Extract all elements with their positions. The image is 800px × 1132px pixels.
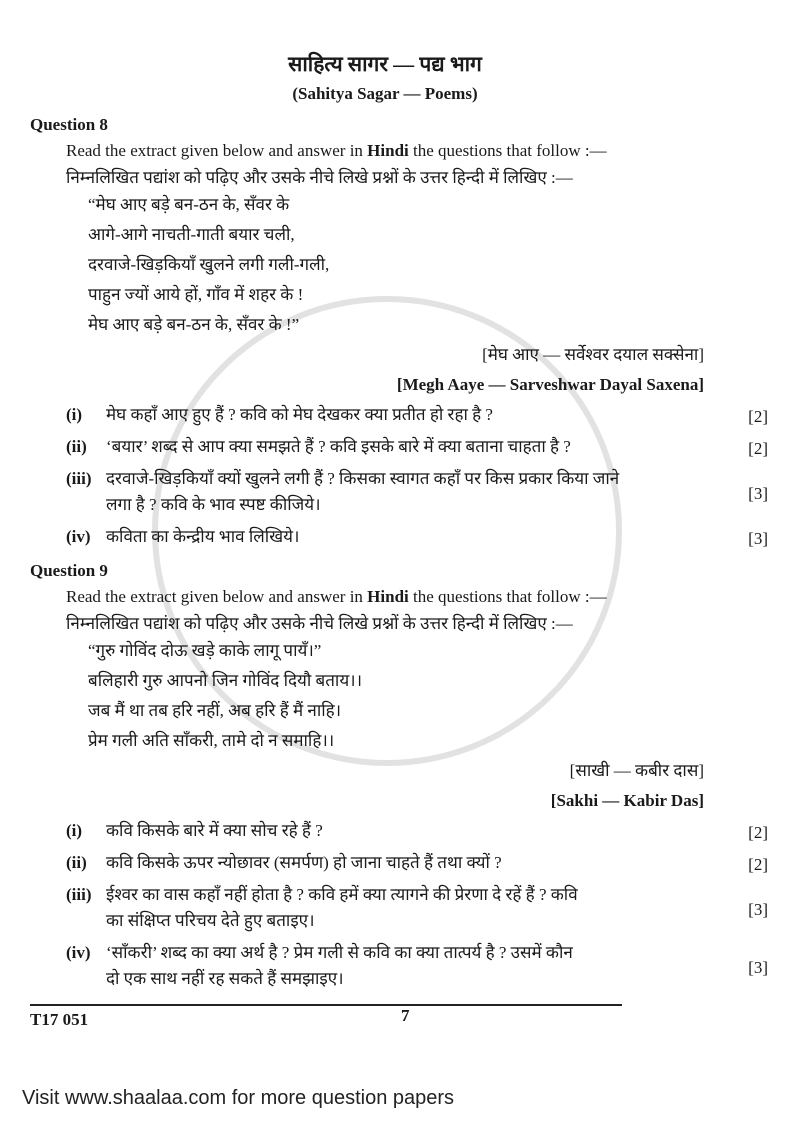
subquestion-text: ईश्वर का वास कहाँ नहीं होता है ? कवि हमें क्या त्यागने की प्रेरणा दे रहें हैं ? कवि: [106, 885, 578, 904]
marks-label: [2]: [748, 823, 768, 842]
marks-label: [3]: [748, 529, 768, 548]
question-heading: Question 9: [30, 561, 108, 580]
poem-line: मेघ आए बड़े बन-ठन के, सँवर के !”: [88, 315, 300, 334]
subquestion-number: (i): [66, 821, 83, 840]
marks-label: [3]: [748, 958, 768, 977]
subquestion-text: ‘साँकरी’ शब्द का क्या अर्थ है ? प्रेम गली से कवि का क्या तात्पर्य है ? उसमें कौन: [106, 943, 573, 962]
poem-line: आगे-आगे नाचती-गाती बयार चली,: [88, 225, 295, 244]
poem-line: पाहुन ज्यों आये हों, गाँव में शहर के !: [88, 285, 304, 304]
subquestion-text-block: [106, 526, 716, 552]
attribution-english: [Megh Aaye — Sarveshwar Dayal Saxena]: [396, 375, 704, 394]
poem-line: प्रेम गली अति साँकरी, तामे दो न समाहि।।: [88, 731, 335, 750]
page-title-english: (Sahitya Sagar — Poems): [292, 84, 478, 103]
attribution-hindi: [साखी — कबीर दास]: [569, 761, 704, 780]
subquestion: [30, 820, 770, 846]
marks-label: [2]: [748, 439, 768, 458]
poem-line: बलिहारी गुरु आपनो जिन गोविंद दियौ बताय।।: [88, 671, 363, 690]
subquestion-number: (ii): [66, 437, 87, 456]
poem-line: जब मैं था तब हरि नहीं, अब हरि हैं मैं नाहि।: [88, 701, 342, 720]
subquestion: [30, 884, 770, 936]
marks-label: [3]: [748, 900, 768, 919]
subquestion-text: कवि किसके ऊपर न्योछावर (समर्पण) हो जाना चाहते हैं तथा क्यों ?: [106, 853, 502, 872]
instruction-bold: Hindi: [367, 587, 409, 606]
subquestion-text: कविता का केन्द्रीय भाव लिखिये।: [106, 527, 300, 546]
subquestion-number: (iv): [66, 527, 91, 546]
questions-container: [30, 114, 770, 994]
subquestion-text-block: [106, 884, 716, 936]
instruction-english: [30, 140, 770, 167]
attribution-english: [Sakhi — Kabir Das]: [550, 791, 704, 810]
subquestion-text: कवि किसके बारे में क्या सोच रहे हैं ?: [106, 821, 323, 840]
marks-label: [2]: [748, 407, 768, 426]
subquestion-text: ‘बयार’ शब्द से आप क्या समझते हैं ? कवि इसके बारे में क्या बताना चाहता है ?: [106, 437, 571, 456]
subquestion-number: (iii): [66, 885, 92, 904]
subquestion-text: दो एक साथ नहीं रह सकते हैं समझाइए।: [106, 969, 344, 988]
instruction-hindi: निम्नलिखित पद्यांश को पढ़िए और उसके नीचे लिखे प्रश्नों के उत्तर हिन्दी में लिखिए :—: [66, 168, 573, 187]
subquestion: [30, 404, 770, 430]
subquestion-text: मेघ कहाँ आए हुए हैं ? कवि को मेघ देखकर क्या प्रतीत हो रहा है ?: [106, 405, 493, 424]
subquestion-text-block: [106, 436, 716, 462]
marks-label: [3]: [748, 484, 768, 503]
subquestion-number: (i): [66, 405, 83, 424]
instruction-english: [30, 586, 770, 613]
page-title-hindi: साहित्य सागर — पद्य भाग: [288, 52, 482, 76]
subquestion-text: दरवाजे-खिड़कियाँ क्यों खुलने लगी हैं ? किसका स्वागत कहाँ पर किस प्रकार किया जाने: [106, 469, 620, 488]
page-number: 7: [401, 1006, 410, 1025]
instruction-post: the questions that follow :—: [408, 141, 607, 160]
instruction-post: the questions that follow :—: [408, 587, 607, 606]
subquestion-text-block: [106, 942, 716, 994]
subquestion-number: (iii): [66, 469, 92, 488]
subquestion: [30, 468, 770, 520]
footer-rule: [30, 1004, 622, 1046]
instruction-pre: Read the extract given below and answer in: [66, 141, 368, 160]
instruction-pre: Read the extract given below and answer in: [66, 587, 368, 606]
subquestion: [30, 942, 770, 994]
subquestion-number: (ii): [66, 853, 87, 872]
visit-link[interactable]: Visit www.shaalaa.com for more question papers: [22, 1087, 455, 1109]
instruction-hindi: निम्नलिखित पद्यांश को पढ़िए और उसके नीचे लिखे प्रश्नों के उत्तर हिन्दी में लिखिए :—: [66, 614, 573, 633]
subquestion: [30, 852, 770, 878]
subquestion-number: (iv): [66, 943, 91, 962]
question-heading: Question 8: [30, 115, 108, 134]
subquestion: [30, 436, 770, 462]
subquestion-text-block: [106, 852, 716, 878]
subquestion-text-block: [106, 820, 716, 846]
poem-line: “मेघ आए बड़े बन-ठन के, सँवर के: [88, 195, 290, 214]
paper-code: T17 051: [30, 1010, 89, 1029]
poem-line: “गुरु गोविंद दोऊ खड़े काके लागू पायँ।”: [88, 641, 322, 660]
subquestion-text-block: [106, 468, 716, 520]
subquestion-text-block: [106, 404, 716, 430]
poem-line: दरवाजे-खिड़कियाँ खुलने लगी गली-गली,: [88, 255, 330, 274]
subquestion: [30, 526, 770, 552]
marks-label: [2]: [748, 855, 768, 874]
attribution-hindi: [मेघ आए — सर्वेश्वर दयाल सक्सेना]: [482, 345, 704, 364]
subquestion-text: का संक्षिप्त परिचय देते हुए बताइए।: [106, 911, 315, 930]
instruction-bold: Hindi: [367, 141, 409, 160]
subquestion-text: लगा है ? कवि के भाव स्पष्ट कीजिये।: [106, 495, 321, 514]
